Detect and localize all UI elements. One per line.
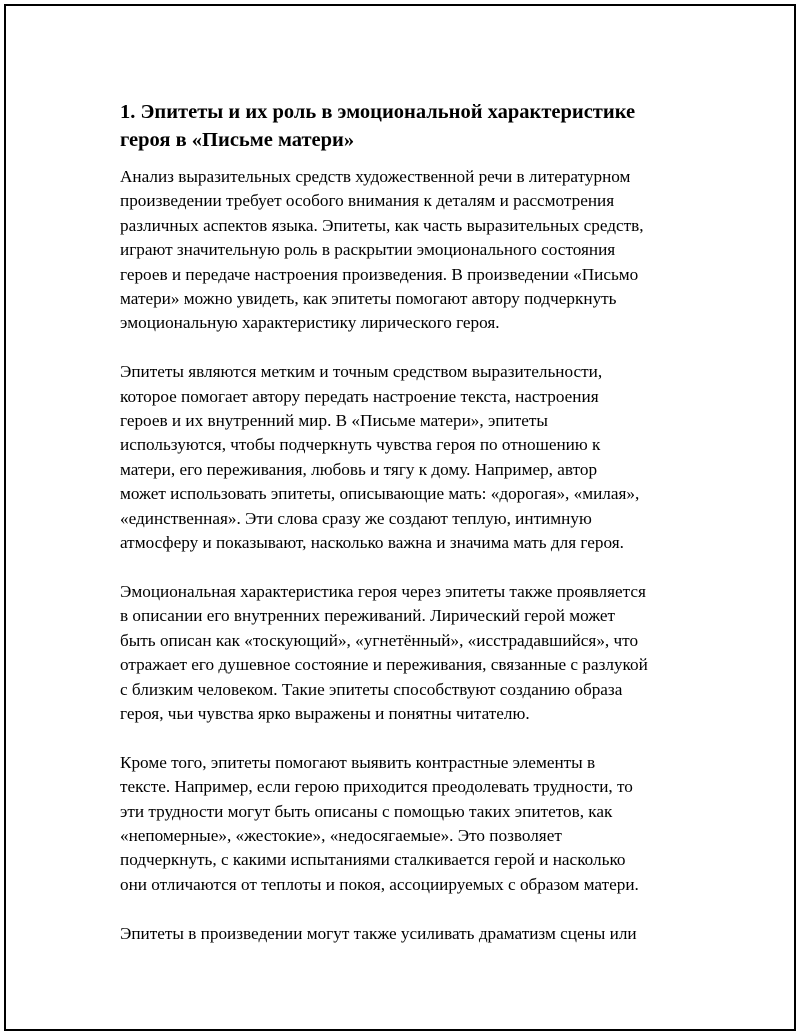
section-heading bbox=[120, 98, 692, 154]
text-line: героя, чьи чувства ярко выражены и понятны читателю. bbox=[120, 703, 530, 723]
paragraph-1 bbox=[120, 165, 692, 336]
text-line: Анализ выразительных средств художественной речи в литературном bbox=[120, 167, 631, 186]
text-line: Кроме того, эпитеты помогают выявить контрастные элементы в bbox=[120, 752, 596, 772]
heading-line: героя в «Письме матери» bbox=[120, 129, 355, 151]
text-line: героев и их внутренний мир. В «Письме матери», эпитеты bbox=[120, 411, 548, 431]
text-line: в описании его внутренних переживаний. Лирический герой может bbox=[120, 606, 616, 626]
document-body bbox=[120, 98, 692, 970]
text-line: отражает его душевное состояние и переживания, связанные с разлукой bbox=[120, 655, 648, 675]
text-line: Эмоциональная характеристика героя через эпитеты также проявляется bbox=[120, 581, 646, 601]
text-line: Эпитеты в произведении могут также усиливать драматизм сцены или bbox=[120, 923, 637, 943]
text-line: быть описан как «тоскующий», «угнетённый», «исстрадавшийся», что bbox=[120, 630, 639, 650]
text-line: различных аспектов языка. Эпитеты, как часть выразительных средств, bbox=[120, 215, 644, 235]
text-line: эти трудности могут быть описаны с помощью таких эпитетов, как bbox=[120, 801, 613, 821]
text-line: эмоциональную характеристику лирического героя. bbox=[120, 313, 500, 333]
text-line: «непомерные», «жестокие», «недосягаемые». Это позволяет bbox=[120, 825, 562, 845]
page-frame bbox=[4, 4, 796, 1031]
text-line: которое помогает автору передать настроение текста, настроения bbox=[120, 386, 599, 406]
paragraph-4 bbox=[120, 751, 692, 897]
text-line: может использовать эпитеты, описывающие мать: «дорогая», «милая», bbox=[120, 484, 640, 504]
text-line: используются, чтобы подчеркнуть чувства героя по отношению к bbox=[120, 435, 601, 455]
text-line: они отличаются от теплоты и покоя, ассоциируемых с образом матери. bbox=[120, 874, 639, 894]
paragraph-2 bbox=[120, 360, 692, 555]
text-line: атмосферу и показывают, насколько важна и значима мать для героя. bbox=[120, 533, 624, 553]
text-line: играют значительную роль в раскрытии эмоционального состояния bbox=[120, 240, 616, 260]
text-line: матери» можно увидеть, как эпитеты помогают автору подчеркнуть bbox=[120, 289, 617, 309]
text-line: Эпитеты являются метким и точным средством выразительности, bbox=[120, 362, 603, 382]
paragraph-5 bbox=[120, 922, 692, 946]
text-line: с близким человеком. Такие эпитеты способствуют созданию образа bbox=[120, 679, 623, 699]
text-line: матери, его переживания, любовь и тягу к дому. Например, автор bbox=[120, 459, 598, 479]
text-line: произведении требует особого внимания к деталям и рассмотрения bbox=[120, 191, 615, 211]
text-line: тексте. Например, если герою приходится преодолевать трудности, то bbox=[120, 777, 633, 797]
text-line: подчеркнуть, с какими испытаниями сталкивается герой и насколько bbox=[120, 850, 626, 870]
text-line: «единственная». Эти слова сразу же создают теплую, интимную bbox=[120, 508, 592, 528]
paragraph-3 bbox=[120, 580, 692, 726]
text-line: героев и передаче настроения произведения. В произведении «Письмо bbox=[120, 264, 639, 284]
heading-line: 1. Эпитеты и их роль в эмоциональной характеристике bbox=[120, 101, 636, 123]
